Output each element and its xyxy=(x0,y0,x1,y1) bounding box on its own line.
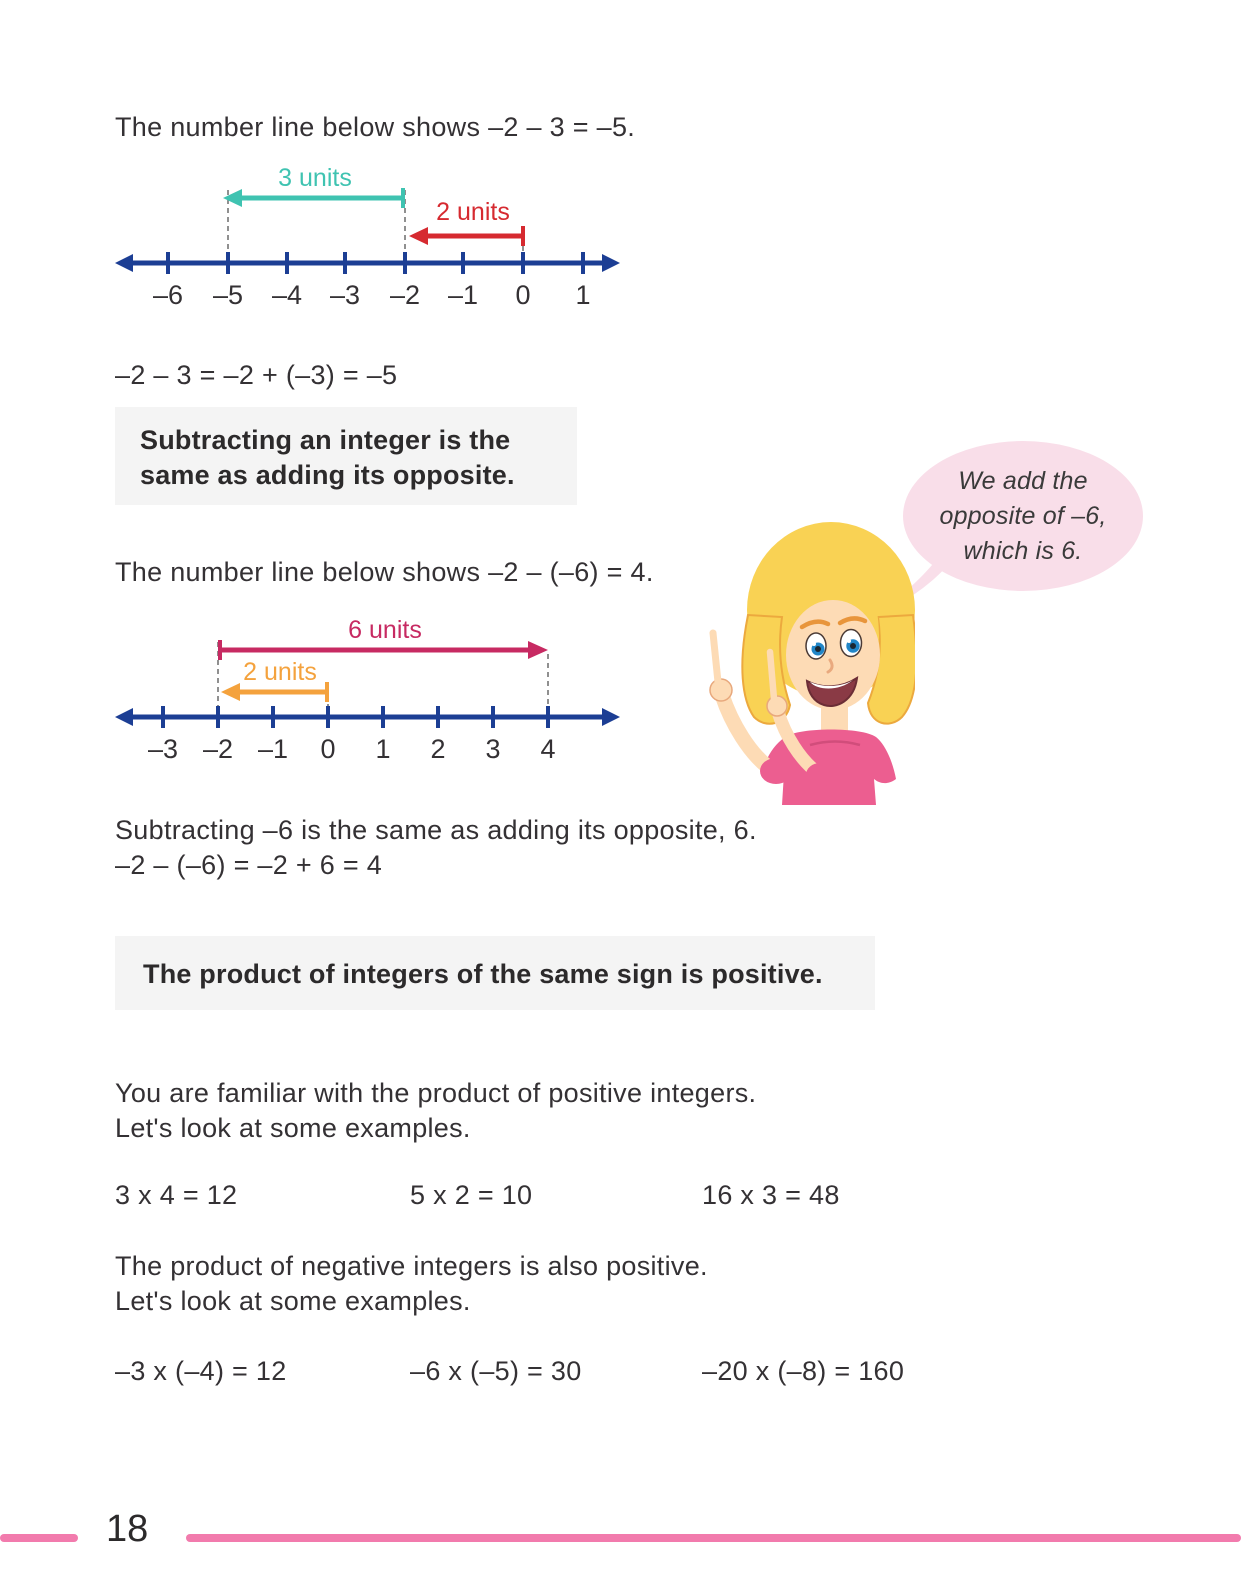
equation-subtraction-1: –2 – 3 = –2 + (–3) = –5 xyxy=(115,360,398,390)
axis xyxy=(115,706,620,728)
example-negative-2: –6 x (–5) = 30 xyxy=(410,1356,582,1386)
example-negative-3: –20 x (–8) = 160 xyxy=(702,1356,905,1386)
rule-box-multiplication xyxy=(115,936,875,1010)
equation-subtraction-2: –2 – (–6) = –2 + 6 = 4 xyxy=(115,850,383,880)
red-arrow-2-units xyxy=(409,226,523,246)
tick-label: 2 xyxy=(430,734,446,764)
footer-rule-right xyxy=(186,1534,1241,1542)
paragraph-positive-products-line-1: You are familiar with the product of positive integers. xyxy=(115,1078,757,1108)
tick-labels xyxy=(148,734,556,764)
girl-illustration xyxy=(690,505,915,805)
number-line-2 xyxy=(115,600,635,768)
axis xyxy=(115,252,620,274)
tick-label: 0 xyxy=(515,280,531,310)
number-line-1 xyxy=(115,158,635,310)
rule-box-subtraction xyxy=(115,407,577,505)
orange-arrow-label: 2 units xyxy=(243,658,317,686)
tick-labels xyxy=(153,280,591,310)
paragraph-positive-products-line-2: Let's look at some examples. xyxy=(115,1113,471,1143)
tick-label: 0 xyxy=(320,734,336,764)
tick-label: –2 xyxy=(389,280,421,310)
intro-text-subtraction-1: The number line below shows –2 – 3 = –5. xyxy=(115,112,636,142)
tick-label: –5 xyxy=(212,280,244,310)
tick-label: –3 xyxy=(147,734,179,764)
bubble-line-2: opposite of –6, xyxy=(939,501,1107,530)
magenta-arrow-label: 6 units xyxy=(348,616,422,644)
page-number: 18 xyxy=(106,1508,149,1550)
tick-label: 1 xyxy=(375,734,391,764)
rule-text-line-2: same as adding its opposite. xyxy=(140,460,515,490)
tick-label: –4 xyxy=(271,280,303,310)
example-positive-3: 16 x 3 = 48 xyxy=(702,1180,840,1210)
tick-label: –2 xyxy=(202,734,234,764)
paragraph-negative-products-line-2: Let's look at some examples. xyxy=(115,1286,471,1316)
explain-text-subtraction: Subtracting –6 is the same as adding its opposite, 6. xyxy=(115,815,757,845)
example-positive-2: 5 x 2 = 10 xyxy=(410,1180,533,1210)
tick-label: –1 xyxy=(257,734,289,764)
tick-label: –3 xyxy=(329,280,361,310)
tick-label: 3 xyxy=(485,734,501,764)
red-arrow-label: 2 units xyxy=(436,198,510,226)
paragraph-negative-products-line-1: The product of negative integers is also positive. xyxy=(115,1251,708,1281)
example-positive-1: 3 x 4 = 12 xyxy=(115,1180,238,1210)
example-negative-1: –3 x (–4) = 12 xyxy=(115,1356,287,1386)
bubble-line-3: which is 6. xyxy=(963,536,1083,565)
rule-text-line-1: Subtracting an integer is the xyxy=(140,425,511,455)
tick-label: –1 xyxy=(447,280,479,310)
bubble-line-1: We add the xyxy=(958,466,1088,495)
rule-text-multiplication: The product of integers of the same sign is positive. xyxy=(143,959,823,989)
tick-label: –6 xyxy=(152,280,184,310)
teal-arrow-label: 3 units xyxy=(278,164,352,192)
footer-rule-left xyxy=(0,1534,78,1542)
intro-text-subtraction-2: The number line below shows –2 – (–6) = 4. xyxy=(115,557,654,587)
tick-label: 1 xyxy=(575,280,591,310)
tick-label: 4 xyxy=(540,734,556,764)
